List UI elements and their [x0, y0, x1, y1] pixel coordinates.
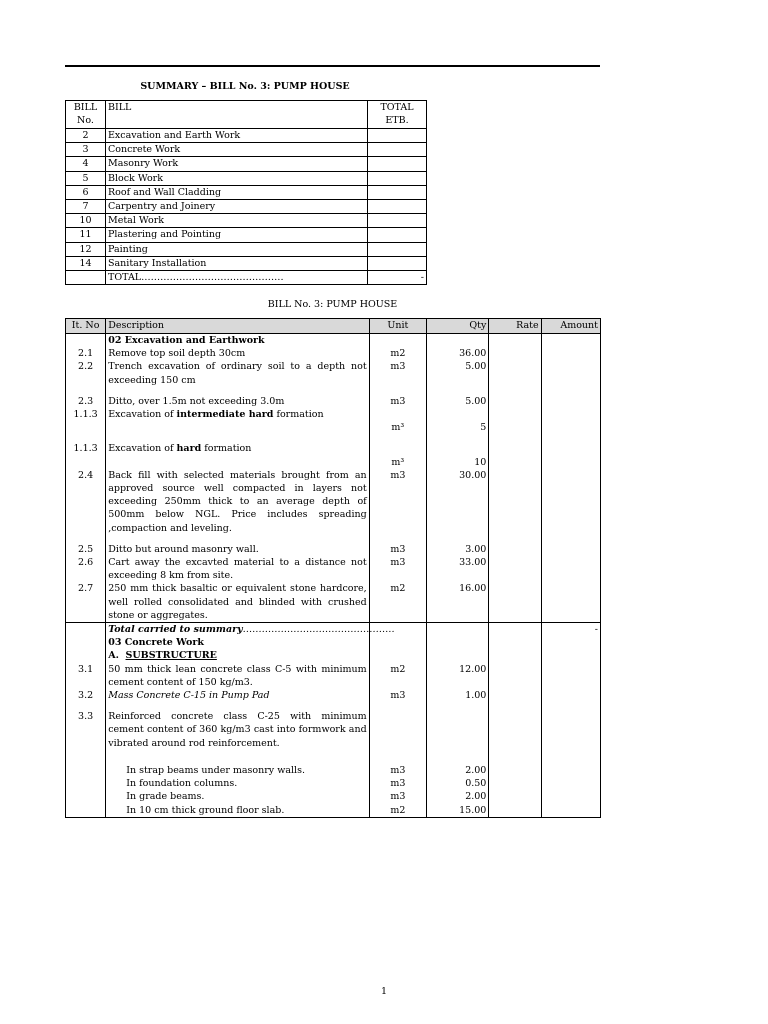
- summary-row: 7 Carpentry and Joinery: [66, 200, 427, 214]
- header-qty: Qty: [427, 319, 489, 334]
- bill-header-row: [66, 319, 601, 334]
- table-row: 3.1 50 mm thick lean concrete class C-5 with minimum cement content of 150 kg/m3. m2 12.00: [66, 663, 601, 689]
- header-unit: Unit: [369, 319, 426, 334]
- summary-title: SUMMARY – BILL No. 3: PUMP HOUSE: [140, 81, 350, 92]
- top-rule: [65, 65, 600, 67]
- table-row: m³ 10: [66, 456, 601, 469]
- table-row: 2.3 Ditto, over 1.5m not exceeding 3.0m m3 5.00: [66, 395, 601, 408]
- table-row: In 10 cm thick ground floor slab. m2 15.00: [66, 804, 601, 818]
- summary-row: 5 Block Work: [66, 171, 427, 185]
- header-bill: BILL: [106, 101, 368, 129]
- table-row: In grade beams. m3 2.00: [66, 790, 601, 803]
- table-row: 2.2 Trench excavation of ordinary soil to a depth not exceeding 150 cm m3 5.00: [66, 360, 601, 386]
- table-row: 2.7 250 mm thick basaltic or equivalent stone hardcore, well rolled consolidated and blinded with crushed stone or aggregates. m2 16.00: [66, 582, 601, 622]
- table-row: 2.6 Cart away the excavted material to a distance not exceeding 8 km from site. m3 33.00: [66, 556, 601, 582]
- section-title: 02 Excavation and Earthwork: [106, 334, 369, 348]
- table-row: 1.1.3 Excavation of hard formation: [66, 442, 601, 455]
- header-it-no: It. No: [66, 319, 106, 334]
- table-row: 3.3 Reinforced concrete class C-25 with minimum cement content of 360 kg/m3 cast into formwork and vibrated around rod reinforcement.: [66, 710, 601, 750]
- section-row: [66, 334, 601, 348]
- section-row: [66, 636, 601, 649]
- summary-row: 3 Concrete Work: [66, 143, 427, 157]
- header-description: Description: [106, 319, 369, 334]
- summary-header-row: [66, 101, 427, 129]
- table-row: In strap beams under masonry walls. m3 2.00: [66, 764, 601, 777]
- summary-row: 6 Roof and Wall Cladding: [66, 185, 427, 199]
- table-row: 2.1 Remove top soil depth 30cm m2 36.00: [66, 347, 601, 360]
- summary-row: 12 Painting: [66, 242, 427, 256]
- summary-row: 11 Plastering and Pointing: [66, 228, 427, 242]
- table-row: 3.2 Mass Concrete C-15 in Pump Pad m3 1.00: [66, 689, 601, 702]
- table-row: m³ 5: [66, 421, 601, 434]
- table-row: In foundation columns. m3 0.50: [66, 777, 601, 790]
- table-row: 2.4 Back fill with selected materials brought from an approved source well compacted in layers not exceeding 250mm thick to an average depth of 500mm below NGL. Price includes spreading ,compaction and leveling. m3 30.00: [66, 469, 601, 535]
- header-total: TOTAL ETB.: [368, 101, 427, 129]
- subsection-row: A. SUBSTRUCTURE: [66, 649, 601, 662]
- header-rate: Rate: [489, 319, 541, 334]
- page-number: 1: [380, 986, 388, 997]
- carried-row: Total carried to summary………………………………………… -: [66, 623, 601, 637]
- summary-table: [65, 100, 427, 285]
- summary-row: 14 Sanitary Installation: [66, 256, 427, 270]
- table-row: 1.1.3 Excavation of intermediate hard formation: [66, 408, 601, 421]
- bill-table: [65, 318, 601, 818]
- total-value: -: [368, 271, 427, 285]
- table-row: 2.5 Ditto but around masonry wall. m3 3.00: [66, 543, 601, 556]
- section-title: 03 Concrete Work: [106, 636, 369, 649]
- header-bill-no: BILL No.: [66, 101, 106, 129]
- header-amount: Amount: [541, 319, 600, 334]
- total-label: TOTAL………………………………………: [106, 271, 368, 285]
- summary-total-row: [66, 271, 427, 285]
- summary-row: 10 Metal Work: [66, 214, 427, 228]
- bill-title: BILL No. 3: PUMP HOUSE: [267, 299, 398, 310]
- summary-row: 4 Masonry Work: [66, 157, 427, 171]
- summary-row: 2 Excavation and Earth Work: [66, 129, 427, 143]
